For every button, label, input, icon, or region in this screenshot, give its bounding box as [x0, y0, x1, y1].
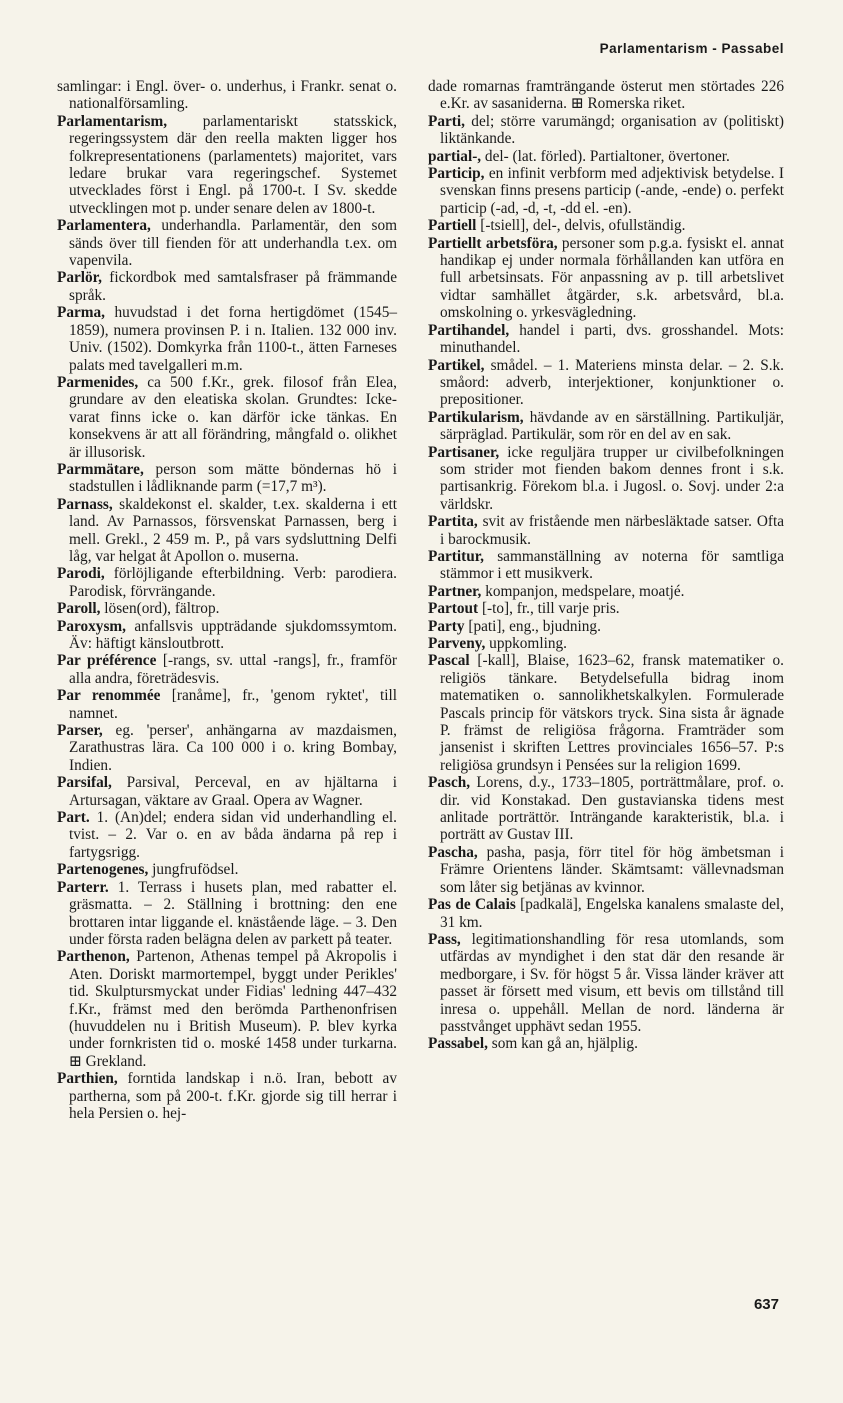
dictionary-entry: Parlamentera, underhandla. Parlamentär, den som sänds över till fienden för att underhandla t.ex. om vapenvila. [57, 217, 397, 270]
dictionary-entry: Parsifal, Parsival, Perceval, en av hjältarna i Artursagan, väktare av Graal. Opera av Wagner. [57, 774, 397, 809]
dictionary-entry: Partihandel, handel i parti, dvs. grosshandel. Mots: minuthandel. [428, 321, 784, 357]
dictionary-entry: Pasch, Lorens, d.y., 1733–1805, porträttmålare, prof. o. dir. vid Konstakad. Den gustavianska tidens mest anlitade porträttör. Inträngande karakteristik, bl.a. i porträtt av Gustav III. [428, 774, 784, 844]
dictionary-entry: Parma, huvudstad i det forna hertigdömet (1545–1859), numera provinsen P. i n. Italien. 132 000 inv. Univ. (1502). Domkyrka från 1100-t., ätten Farneses palats med tavelgalleri m.m. [57, 304, 397, 374]
dictionary-entry: Partita, svit av fristående men närbesläktade satser. Ofta i barockmusik. [428, 513, 784, 548]
dictionary-entry: Parterr. 1. Terrass i husets plan, med rabatter el. gräsmatta. – 2. Ställning i brottning: den ene brottaren intar liggande el. knästående läge. – 3. Den under första raden belägna delen av parkett på teater. [57, 878, 397, 948]
dictionary-entry: Passabel, som kan gå an, hjälplig. [428, 1035, 638, 1053]
dictionary-entry: Partiell [-tsiell], del-, delvis, ofullständig. [428, 217, 686, 235]
dictionary-entry: Particip, en infinit verbform med adjektivisk betydelse. I svenskan finns presens particip (-ande, -ende) o. perfekt particip (-ad, -d, -t, -dd el. -en). [428, 165, 784, 217]
dictionary-entry: Parti, del; större varumängd; organisation av (politiskt) liktänkande. [428, 112, 784, 148]
dictionary-entry: Pas de Calais [padkalä], Engelska kanalens smalaste del, 31 km. [428, 896, 784, 931]
dictionary-entry: Partitur, sammanställning av noterna för samtliga stämmor i ett musikverk. [428, 547, 784, 583]
dictionary-entry: Pascha, pasha, pasja, förr titel för hög ämbetsman i Främre Orientens länder. Skämtsamt: vällevnadsman som låter sig betjänas av kvinnor. [428, 843, 784, 896]
dictionary-entry: Party [pati], eng., bjudning. [428, 617, 601, 635]
right-column [428, 78, 784, 1053]
dictionary-entry: Partner, kompanjon, medspelare, moatjé. [428, 582, 685, 600]
dictionary-entry: Parthien, forntida landskap i n.ö. Iran, bebott av partherna, som på 200-t. f.Kr. gjorde sig till herrar i hela Persien o. hej- [57, 1070, 397, 1122]
dictionary-entry: samlingar: i Engl. över- o. underhus, i Frankr. senat o. nationalförsamling. [57, 78, 397, 113]
dictionary-entry: partial-, del- (lat. förled). Partialtoner, övertoner. [428, 147, 730, 165]
dictionary-entry: Pascal [-kall], Blaise, 1623–62, fransk matematiker o. religiös tänkare. Betydelsefulla bidrag inom matematiken o. sannolikhetskalkylen. Formulerade Pascals princip för vätskors tryck. Sina sista år ägnade P. främst de religiösa frågorna. Framträder som jansenist i skriften Lettres provinciales 1656–57. P:s religiösa grundsyn i Pensées sur la religion 1699. [428, 652, 784, 774]
dictionary-entry: Partikularism, hävdande av en särställning. Partikuljär, särpräglad. Partikulär, som rör en del av en sak. [428, 408, 784, 444]
left-column [57, 78, 397, 1122]
dictionary-entry: Parlamentarism, parlamentariskt statsskick, regeringssystem där den reella makten ligger hos folkrepresentationens (parlamentets) majoritet, vars ledare brukar vara regeringschef. Systemet utvecklades först i Engl. på 1700-t. I Sv. skedde utvecklingen mot p. under senare delen av 1800-t. [57, 112, 397, 217]
dictionary-entry: Par préférence [-rangs, sv. uttal -rangs], fr., framför alla andra, företrädesvis. [57, 652, 397, 687]
dictionary-entry: Partenogenes, jungfrufödsel. [57, 861, 239, 879]
dictionary-entry: Partout [-to], fr., till varje pris. [428, 600, 620, 618]
dictionary-entry: dade romarnas framträngande österut men störtades 226 e.Kr. av sasaniderna. ⊞ Romerska riket. [428, 78, 784, 113]
dictionary-entry: Partisaner, icke reguljära trupper ur civilbefolkningen som strider mot fienden bakom dennes front i s.k. partisankrig. Förekom bl.a. i Jugosl. o. Sovj. under 2:a världskr. [428, 443, 784, 513]
dictionary-entry: Parveny, uppkomling. [428, 635, 567, 652]
dictionary-entry: Parodi, förlöjligande efterbildning. Verb: parodiera. Parodisk, förvrängande. [57, 565, 397, 600]
dictionary-entry: Par renommée [ranåme], fr., 'genom ryktet', till namnet. [57, 687, 397, 722]
dictionary-entry: Parthenon, Partenon, Athenas tempel på Akropolis i Aten. Doriskt marmortempel, byggt under Perikles' tid. Skulptursmyckat under Fidias' ledning 447–432 f.Kr., främst med den berömda Parthenonfrisen (huvuddelen nu i British Museum). P. blev kyrka under fornkristen tid o. moské 1458 under turkarna. ⊞ Grekland. [57, 948, 397, 1070]
dictionary-entry: Parser, eg. 'perser', anhängarna av mazdaismen, Zarathustras lära. Ca 100 000 i o. kring Bombay, Indien. [57, 722, 397, 774]
dictionary-entry: Partikel, smådel. – 1. Materiens minsta delar. – 2. S.k. småord: adverb, interjektioner, konjunktioner o. prepositioner. [428, 356, 784, 409]
dictionary-entry: Parmenides, ca 500 f.Kr., grek. filosof från Elea, grundare av den eleatiska skolan. Grundtes: Icke-varat finns icke o. kan därför icke tänkas. En konsekvens är att all förändring, mångfald o. olikhet är illusorisk. [57, 373, 397, 461]
dictionary-entry: Paroll, lösen(ord), fältrop. [57, 600, 220, 618]
page-number: 637 [753, 1296, 779, 1313]
dictionary-entry: Parlör, fickordbok med samtalsfraser på främmande språk. [57, 269, 397, 304]
dictionary-entry: Pass, legitimationshandling för resa utomlands, som utfärdas av myndighet i den stat där den resande är medborgare, i Sv. för högst 5 år. Vissa länder kräver att passet är försett med visum, ett bevis om tillstånd till inresa o. uppehåll. Mellan de nord. länderna är passtvånget upphävt sedan 1955. [428, 930, 784, 1035]
dictionary-entry: Partiellt arbetsföra, personer som p.g.a. fysiskt el. annat handikap ej under normala förhållanden kan utföra en full arbetsinsats. För anpassning av p. till arbetslivet vidtar samhället åtgärder, s.k. arbetsvård, bl.a. omskolning o. yrkesvägledning. [428, 234, 784, 322]
running-head: Parlamentarism - Passabel [599, 41, 784, 56]
dictionary-entry: Parmmätare, person som mätte böndernas hö i stadstullen i lådliknande parm (=17,7 m³). [57, 460, 397, 496]
dictionary-entry: Paroxysm, anfallsvis uppträdande sjukdomssymtom. Äv: häftigt känsloutbrott. [57, 617, 397, 652]
dictionary-entry: Parnass, skaldekonst el. skalder, t.ex. skalderna i ett land. Av Parnassos, försvenskat Parnassen, berg i mell. Grekl., 2 459 m. P., på vars sydsluttning Delfi låg, var helgat åt Apollon o. muserna. [57, 495, 397, 565]
dictionary-entry: Part. 1. (An)del; endera sidan vid underhandling el. tvist. – 2. Var o. en av båda ändarna på rep i fartygsrigg. [57, 809, 397, 861]
